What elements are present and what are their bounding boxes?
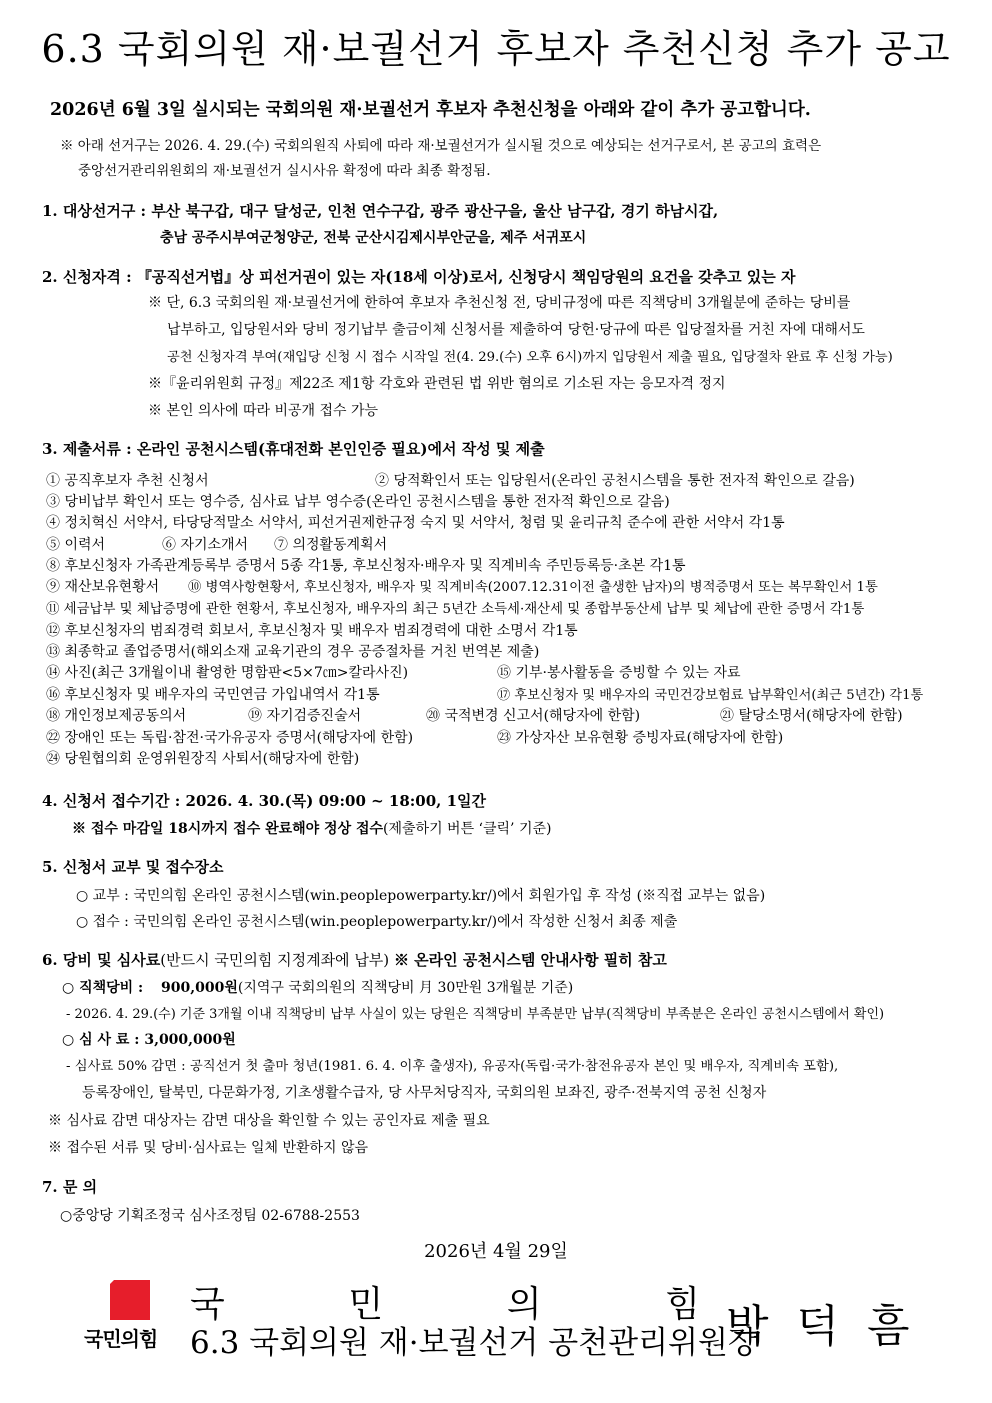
section-4-note — [72, 818, 551, 838]
section-1-heading: 1. 대상선거구 : 부산 북구갑, 대구 달성군, 인천 연수구갑, 광주 광산구을, 울산 남구갑, 경기 하남시갑, — [42, 202, 719, 220]
doc-item-17: ⑰ 후보신청자 및 배우자의 국민건강보험료 납부확인서(최근 5년간) 각1통 — [497, 688, 924, 703]
doc-item-20: ⑳ 국적변경 신고서(해당자에 한함) — [426, 708, 641, 724]
section-2-line: ※『윤리위원회 규정』제22조 제1항 각호와 관련된 법 위반 혐의로 기소된 자는 응모자격 정지 — [148, 376, 726, 392]
doc-item-15: ⑮ 기부·봉사활동을 증빙할 수 있는 자료 — [497, 665, 741, 681]
chair-name: 박덕흠 — [726, 1301, 938, 1352]
fee-duty-label: ○ 직책당비 : — [62, 980, 144, 996]
section-6-note: ※ 심사료 감면 대상자는 감면 대상을 확인할 수 있는 공인자료 제출 필요 — [48, 1113, 490, 1129]
doc-item-8: ⑧ 후보신청자 가족관계등록부 증명서 5종 각1통, 후보신청자·배우자 및 직계비속 주민등록등·초본 각1통 — [46, 558, 686, 574]
section-1-continued: 충남 공주시부여군청양군, 전북 군산시김제시부안군을, 제주 서귀포시 — [160, 230, 587, 246]
section-7-heading: 7. 문 의 — [42, 1178, 98, 1196]
contact-line: ○중앙당 기획조정국 심사조정팀 02-6788-2553 — [60, 1208, 360, 1224]
section-5-line: ○ 접수 : 국민의힘 온라인 공천시스템(win.peoplepowerparty.kr/)에서 작성한 신청서 최종 제출 — [76, 914, 678, 930]
doc-item-21: ㉑ 탈당소명서(해당자에 한함) — [720, 708, 903, 724]
section-2-heading: 2. 신청자격 : 『공직선거법』상 피선거권이 있는 자(18세 이상)로서, 신청당시 책임당원의 요건을 갖추고 있는 자 — [42, 268, 796, 286]
party-name-char: 의 — [506, 1284, 542, 1325]
section-2-line: ※ 단, 6.3 국회의원 재·보궐선거에 한하여 후보자 추천신청 전, 당비규정에 따른 직책당비 3개월분에 준하는 당비를 — [148, 295, 851, 311]
section-2-line: 납부하고, 입당원서와 당비 정기납부 출금이체 신청서를 제출하여 당헌·당규에 따른 입당절차를 거친 자에 대해서도 — [167, 322, 865, 338]
doc-item-3: ③ 당비납부 확인서 또는 영수증, 심사료 납부 영수증(온라인 공천시스템을 통한 전자적 확인으로 갈음) — [46, 494, 670, 510]
party-name-char: 국 — [190, 1284, 225, 1325]
fee-review-detail: 등록장애인, 탈북민, 다문화가정, 기초생활수급자, 당 사무처당직자, 국회의원 보좌진, 광주·전북지역 공천 신청자 — [82, 1085, 767, 1101]
party-logo-text: 국민의힘 — [84, 1327, 158, 1351]
section-5-line: ○ 교부 : 국민의힘 온라인 공천시스템(win.peoplepowerparty.kr/)에서 회원가입 후 작성 (※직접 교부는 없음) — [76, 888, 766, 904]
section-6-heading — [42, 949, 667, 970]
committee-title: 6.3 국회의원 재·보궐선거 공천관리위원장 — [190, 1325, 758, 1361]
doc-item-10: ⑩ 병역사항현황서, 후보신청자, 배우자 및 직계비속(2007.12.31이전 출생한 남자)의 병적증명서 또는 복무확인서 1통 — [188, 580, 878, 595]
doc-item-7: ⑦ 의정활동계획서 — [274, 537, 388, 553]
issue-date: 2026년 4월 29일 — [424, 1241, 568, 1262]
doc-item-5: ⑤ 이력서 — [46, 537, 106, 553]
section-6-heading-notice: ※ 온라인 공천시스템 안내사항 필히 참고 — [393, 951, 667, 969]
doc-item-11: ⑪ 세금납부 및 체납증명에 관한 현황서, 후보신청자, 배우자의 최근 5년간 소득세·재산세 및 종합부동산세 납부 및 체납에 관한 증명서 각1통 — [46, 602, 865, 617]
doc-item-6: ⑥ 자기소개서 — [162, 537, 249, 553]
fee-duty-value: 900,000원 — [161, 980, 238, 996]
doc-item-19: ⑲ 자기검증진술서 — [248, 708, 362, 724]
doc-item-13: ⑬ 최종학교 졸업증명서(해외소재 교육기관의 경우 공증절차를 거친 번역본 제출) — [46, 644, 540, 660]
page-title: 6.3 국회의원 재·보궐선거 후보자 추천신청 추가 공고 — [41, 27, 951, 71]
section-3-heading: 3. 제출서류 : 온라인 공천시스템(휴대전화 본인인증 필요)에서 작성 및 제출 — [42, 440, 545, 458]
section-4-note-rest: (제출하기 버튼 ‘클릭’ 기준) — [383, 821, 552, 837]
lead-paragraph: 2026년 6월 3일 실시되는 국회의원 재·보궐선거 후보자 추천신청을 아래와 같이 추가 공고합니다. — [50, 100, 811, 120]
section-4-heading: 4. 신청서 접수기간 : 2026. 4. 30.(목) 09:00 ~ 18:00, 1일간 — [42, 792, 487, 810]
section-2-line: ※ 본인 의사에 따라 비공개 접수 가능 — [148, 403, 379, 419]
fee-duty-line — [62, 977, 573, 997]
section-5-heading: 5. 신청서 교부 및 접수장소 — [42, 858, 224, 876]
party-name-char: 민 — [348, 1284, 384, 1325]
section-6-heading-paren: (반드시 국민의힘 지정계좌에 납부) — [160, 951, 390, 969]
doc-item-12: ⑫ 후보신청자의 범죄경력 회보서, 후보신청자 및 배우자 범죄경력에 대한 소명서 각1통 — [46, 623, 578, 639]
section-6-note: ※ 접수된 서류 및 당비·심사료는 일체 반환하지 않음 — [48, 1140, 369, 1156]
fee-review-line: ○ 심 사 료 : 3,000,000원 — [62, 1032, 236, 1048]
doc-item-22: ㉒ 장애인 또는 독립·참전·국가유공자 증명서(해당자에 한함) — [46, 730, 414, 746]
doc-item-1: ① 공직후보자 추천 신청서 — [46, 473, 209, 489]
fee-duty-note: (지역구 국회의원의 직책당비 月 30만원 3개월분 기준) — [237, 980, 574, 996]
notice-note-2: 중앙선거관리위원회의 재·보궐선거 실시사유 확정에 따라 최종 확정됨. — [78, 163, 491, 179]
fee-review-detail: - 심사료 50% 감면 : 공직선거 첫 출마 청년(1981. 6. 4. 이후 출생자), 유공자(독립·국가·참전유공자 본인 및 배우자, 직계비속 포함), — [66, 1059, 839, 1074]
doc-item-18: ⑱ 개인정보제공동의서 — [46, 708, 187, 724]
doc-item-14: ⑭ 사진(최근 3개월이내 촬영한 명함판<5×7㎝>칼라사진) — [46, 665, 409, 681]
party-logo-icon — [110, 1280, 150, 1324]
party-name-char: 힘 — [665, 1284, 700, 1325]
doc-item-16: ⑯ 후보신청자 및 배우자의 국민연금 가입내역서 각1통 — [46, 687, 380, 703]
notice-note-1: ※ 아래 선거구는 2026. 4. 29.(수) 국회의원직 사퇴에 따라 재·보궐선거가 실시될 것으로 예상되는 선거구로서, 본 공고의 효력은 — [60, 138, 822, 154]
doc-item-4: ④ 정치혁신 서약서, 타당당적말소 서약서, 피선거권제한규정 숙지 및 서약서, 청렴 및 윤리규칙 준수에 관한 서약서 각1통 — [46, 515, 785, 531]
doc-item-2: ② 당적확인서 또는 입당원서(온라인 공천시스템을 통한 전자적 확인으로 갈음) — [375, 473, 855, 489]
doc-item-9: ⑨ 재산보유현황서 — [46, 579, 160, 595]
doc-item-24: ㉔ 당원협의회 운영위원장직 사퇴서(해당자에 한함) — [46, 751, 360, 767]
section-2-line: 공천 신청자격 부여(재입당 신청 시 접수 시작일 전(4. 29.(수) 오후 6시)까지 입당원서 제출 필요, 입당절차 완료 후 신청 가능) — [167, 350, 893, 365]
section-4-note-bold: ※ 접수 마감일 18시까지 접수 완료해야 정상 접수 — [72, 821, 384, 837]
fee-duty-detail: - 2026. 4. 29.(수) 기준 3개월 이내 직책당비 납부 사실이 있는 당원은 직책당비 부족분만 납부(직책당비 부족분은 온라인 공천시스템에서 확인) — [66, 1007, 885, 1022]
doc-item-23: ㉓ 가상자산 보유현황 증빙자료(해당자에 한함) — [497, 730, 784, 746]
section-6-heading-title: 6. 당비 및 심사료 — [42, 951, 161, 969]
